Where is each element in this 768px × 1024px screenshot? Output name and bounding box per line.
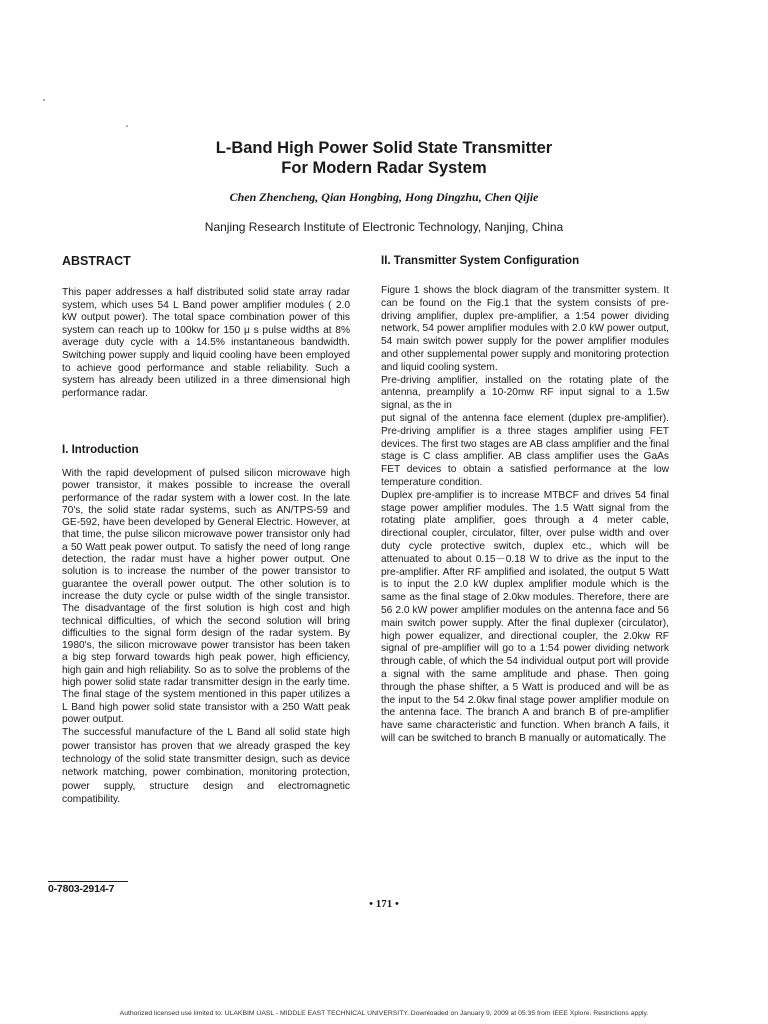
license-footer: Authorized licensed use limited to: ULAKBIM UASL - MIDDLE EAST TECHNICAL UNIVERSITY. Downloaded on January 9, 2009 at 05:35 from IEEE Xplore. Restrictions apply. xyxy=(119,1010,649,1017)
intro-paragraph-2: The successful manufacture of the L Band all solid state high power transistor has proven that we already grasped the key technology of the solid state transmitter design, such as device network matching, power combination, monitoring protection, power supply, structure design and electromagnetic compatibility. xyxy=(62,727,350,806)
affiliation: Nanjing Research Institute of Electronic Technology, Nanjing, China xyxy=(204,220,564,234)
abstract-text xyxy=(62,287,350,400)
introduction-heading: I. Introduction xyxy=(62,444,139,456)
page-number: • 171 • xyxy=(369,898,399,910)
paper-title-line-2: For Modern Radar System xyxy=(281,159,487,177)
section-2-paragraph-1: Figure 1 shows the block diagram of the transmitter system. It can be found on the Fig.1 that the system consists of pre-driving amplifier, duplex pre-amplifier, a 1:54 power dividing network, 54 power amplifier modules with 2.0 kW power output, 54 main switch power supply for the power amplifier modules and other supplemental power supply and monitoring protection and liquid cooling system. xyxy=(381,285,669,373)
scan-speck xyxy=(126,125,128,127)
section-2-paragraph-2: Pre-driving amplifier, installed on the rotating plate of the antenna, preamplify a 10-20mw RF input signal to a 1.5w signal, as the in xyxy=(381,374,669,412)
isbn-rule xyxy=(48,881,128,882)
introduction-text xyxy=(62,468,350,807)
isbn-number: 0-7803-2914-7 xyxy=(48,883,115,895)
section-2-paragraph-3: put signal of the antenna face element (duplex pre-amplifier). Pre-driving amplifier is a three stages amplifier using FET devices. The first two stages are AB class amplifier and the final stage is C class amplifier. AB class amplifier uses the GaAs FET devices to obtain a satisfied performance at the low temperature condition. xyxy=(381,412,669,488)
section-2-paragraph-4: Duplex pre-amplifier is to increase MTBCF and drives 54 final stage power amplifier modules. The 1.5 Watt signal from the rotating plate amplifier, goes through a 4 meter cable, directional coupler, circulator, filter, over pulse width and over duty cycle protective switch, duplex etc., which will be attenuated to about 0.15－0.18 W to drive as the input to the pre-amplifier. After RF amplified and isolated, the output 5 Watt is to input the 2.0 kW duplex amplifier module which is the same as the final stage of 2.0kw modules. Therefore, there are 56 2.0 kW power amplifier modules on the antenna face and 56 main switch power supply. After the final duplexer (circulator), high power equalizer, and directional coupler, the 2.0kw RF signal of pre-amplifier will go to a 1:54 power dividing network through cable, of which the 54 individual output port will provide a signal with the same amplitude and phase. Then going through the phase shifter, a 5 Watt is produced and will be as the input to the 54 2.0kw final stage power amplifier module on the antenna face. The branch A and branch B of pre-amplifier have same characteristic and function. When branch A fails, it will can be switched to branch B manually or automatically. The xyxy=(381,489,669,744)
intro-paragraph-1: With the rapid development of pulsed silicon microwave high power transistor, it makes possible to increase the overall performance of the radar system with a lower cost. In the late 70's, the solid state radar systems, such as AN/TPS-59 and GE-592, have been developed by General Electric. However, at that time, the pulse silicon microwave power transistor only had a 50 Watt peak power output. To satisfy the need of long range detection, the radar must have a higher power output. One solution is to increase the number of the power transistor to guarantee the overall power output. The other solution is to increase the duty cycle or pulse width of the single transistor. The disadvantage of the first solution is high cost and high technical difficulties, of which the second solution will bring difficulties to the signal form design of the radar system. By 1980's, the silicon microwave power transistor has been taken a big step forward towards high peak power, high efficiency, high gain and high reliability. So as to solve the problems of the high power solid state radar transmitter design in the early time. The final stage of the system mentioned in this paper utilizes a L Band high power solid state transistor with a 250 Watt peak power output. xyxy=(62,468,350,725)
abstract-paragraph: This paper addresses a half distributed solid state array radar system, which uses 54 L Band power amplifier modules ( 2.0 kW output power). The total space combination power of this system can reach up to 100kw for 150 μ s pulse widths at 8% average duty cycle with a 14.5% instantaneous bandwidth. Switching power supply and liquid cooling have been employed to achieve good performance and stable reliability. Such a system has already been utilized in a three dimensional high performance radar. xyxy=(62,287,350,399)
authors: Chen Zhencheng, Qian Hongbing, Hong Dingzhu, Chen Qijie xyxy=(229,190,539,204)
section-2-heading: II. Transmitter System Configuration xyxy=(381,255,580,267)
section-2-text xyxy=(381,285,669,746)
paper-title-line-1: L-Band High Power Solid State Transmitter xyxy=(215,139,553,157)
scan-speck xyxy=(43,99,45,101)
abstract-heading: ABSTRACT xyxy=(62,254,131,268)
